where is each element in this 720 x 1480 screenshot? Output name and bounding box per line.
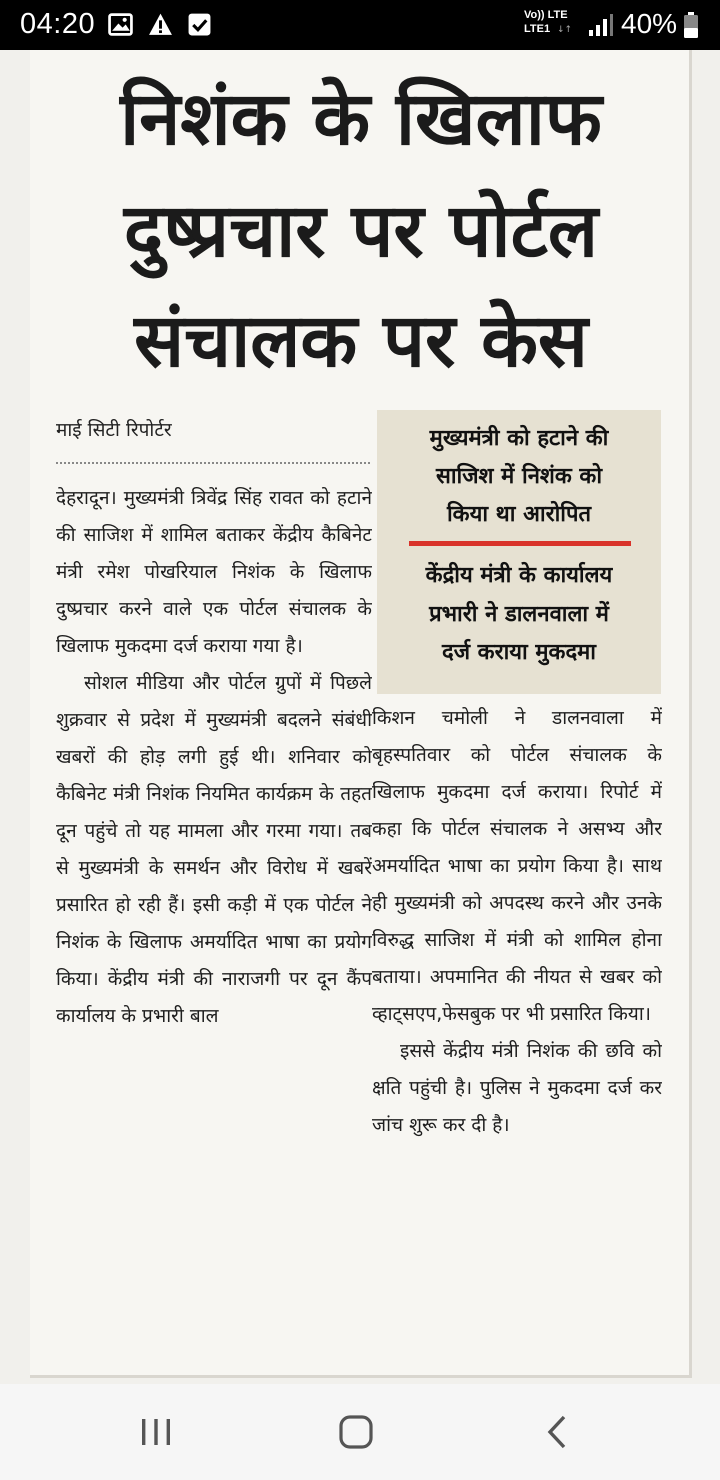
byline: माई सिटी रिपोर्टर (56, 419, 172, 441)
gallery-icon (108, 12, 133, 37)
status-time: 04:20 (20, 8, 96, 40)
headline-line-3: संचालक पर केस (134, 298, 588, 384)
data-arrows-icon: ↓↑ (557, 25, 573, 35)
callout-headline-line-2: साजिश में निशंक को (435, 464, 603, 489)
signal-icon (588, 13, 614, 37)
byline-divider (56, 462, 370, 464)
headline-line-2: दुष्प्रचार पर पोर्टल (123, 188, 599, 274)
headline-line-1: निशंक के खिलाफ (120, 76, 602, 162)
recents-icon[interactable] (136, 1412, 176, 1452)
network-indicator (524, 9, 586, 41)
callout-subhead-line-2: प्रभारी ने डालनवाला में (429, 602, 609, 627)
navigation-bar (0, 1384, 720, 1480)
battery-icon (683, 12, 699, 39)
status-bar (0, 0, 720, 50)
article-paragraph: इससे केंद्रीय मंत्री निशंक की छवि को क्षति पहुंची है। पुलिस ने मुकदमा दर्ज कर जांच शुरू कर दी है। (372, 1040, 662, 1136)
article-column-left (56, 480, 372, 1370)
check-box-icon (187, 12, 212, 37)
callout-subhead-line-1: केंद्रीय मंत्री के कार्यालय (425, 563, 613, 588)
back-icon[interactable] (538, 1412, 578, 1452)
battery-percentage: 40% (621, 8, 678, 39)
image-viewer[interactable] (0, 50, 720, 1384)
callout-headline-line-1: मुख्यमंत्री को हटाने की (429, 426, 609, 451)
article-column-right (372, 700, 662, 1350)
callout-subhead-line-3: दर्ज कराया मुकदमा (442, 640, 596, 665)
callout-box (377, 410, 661, 694)
home-icon[interactable] (336, 1412, 376, 1452)
network-label-bottom: LTE1 (524, 23, 551, 35)
article-paragraph: सोशल मीडिया और पोर्टल ग्रुपों में पिछले शुक्रवार से प्रदेश में मुख्यमंत्री बदलने संबंधी खबरों की होड़ लगी हुई थी। शनिवार को कैबिनेट मंत्री निशंक नियमित कार्यक्रम के तहत दून पहुंचे तो यह मामला और गरमा गया। तब से मुख्यमंत्री के समर्थन और विरोध में खबरें प्रसारित हो रही हैं। इसी कड़ी में एक पोर्टल ने निशंक के खिलाफ अमर्यादित भाषा का प्रयोग किया। केंद्रीय मंत्री की नाराजगी पर दून कैंप कार्यालय के प्रभारी बाल (56, 672, 372, 1027)
article-paragraph: किशन चमोली ने डालनवाला में बृहस्पतिवार को पोर्टल संचालक के खिलाफ मुकदमा दर्ज कराया। रिपोर्ट में कहा कि पोर्टल संचालक ने असभ्य और अमर्यादित भाषा का प्रयोग किया है। साथ ही मुख्यमंत्री को अपदस्थ करने और उनके विरुद्ध साजिश में मंत्री को शामिल होना बताया। अपमानित की नीयत से खबर को व्हाट्सएप,फेसबुक पर भी प्रसारित किया। (372, 707, 662, 1025)
newspaper-clipping (30, 50, 692, 1378)
callout-divider (409, 541, 631, 546)
warning-icon (148, 12, 173, 37)
network-label-top: Vo)) LTE (524, 9, 568, 21)
callout-headline-line-3: किया था आरोपित (446, 502, 592, 527)
article-paragraph: देहरादून। मुख्यमंत्री त्रिवेंद्र सिंह रावत को हटाने की साजिश में शामिल बताकर केंद्रीय कैबिनेट मंत्री रमेश पोखरियाल निशंक के खिलाफ दुष्प्रचार करने वाले एक पोर्टल संचालक के खिलाफ मुकदमा दर्ज कराया गया है। (56, 487, 372, 657)
